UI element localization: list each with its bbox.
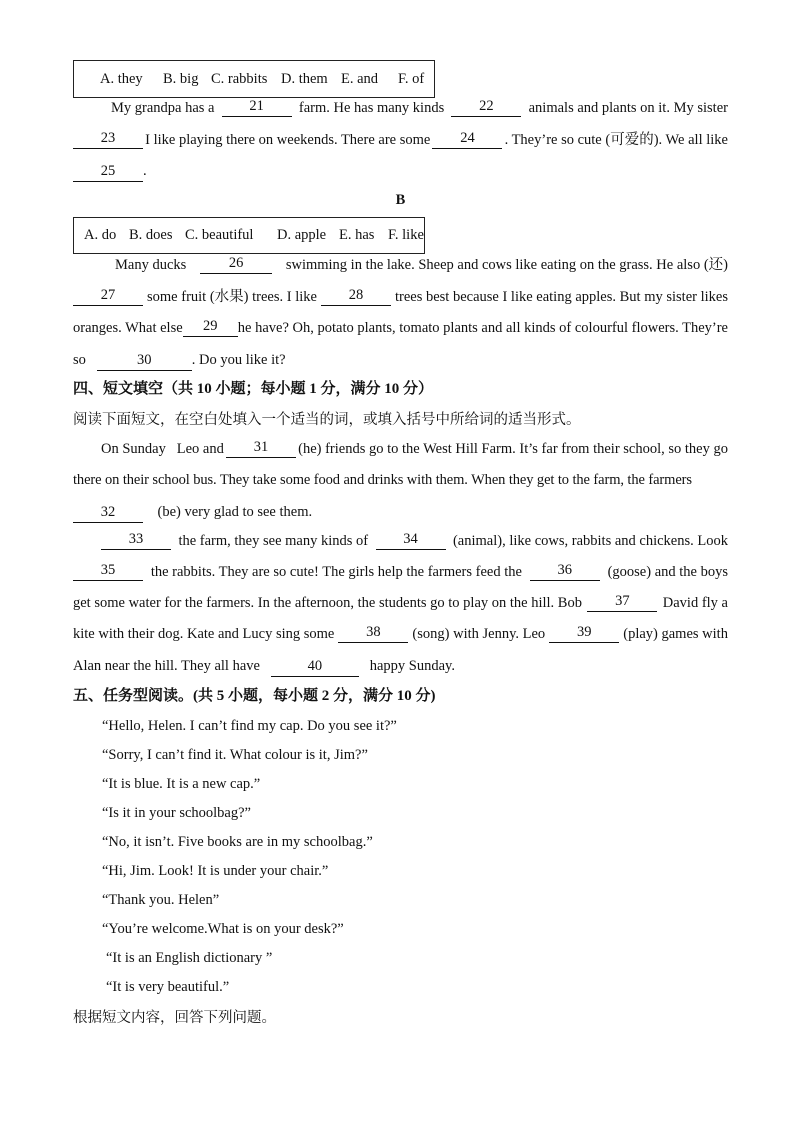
option: A. they [100, 70, 143, 87]
section-4-line-2: there on their school bus. They take some food and drinks with them. When they get to the farm, the farmers [73, 472, 692, 488]
dialogue-line: “It is very beautiful.” [106, 979, 230, 995]
section-4-line-6: get some water for the farmers. In the afternoon, the students go to play on the hill. Bob 37 David fly a [73, 593, 728, 611]
blank-39[interactable]: 39 [549, 624, 619, 643]
dialogue-line: “No, it isn’t. Five books are in my schoolbag.” [102, 834, 373, 850]
blank-21[interactable]: 21 [222, 98, 292, 117]
dialogue-line: “Thank you. Helen” [102, 892, 220, 908]
blank-38[interactable]: 38 [338, 624, 408, 643]
blank-24[interactable]: 24 [432, 130, 502, 149]
blank-26[interactable]: 26 [200, 255, 272, 274]
option: C. beautiful [185, 227, 254, 243]
section-4-heading: 四、短文填空（共 10 小题；每小题 1 分，满分 10 分） [73, 381, 434, 397]
section-4-line-8: Alan near the hill. They all have 40 happy Sunday. [73, 656, 728, 677]
blank-25[interactable]: 25 [73, 163, 143, 182]
section-4-line-1: On Sunday Leo and 31 (he) friends go to the West Hill Farm. It’s far from their school, so they go [101, 439, 728, 457]
option: F. like [388, 227, 424, 243]
section-4-line-5: 35 the rabbits. They are so cute! The girls help the farmers feed the 36 (goose) and the boys [73, 562, 728, 582]
blank-28[interactable]: 28 [321, 287, 391, 306]
blank-29[interactable]: 29 [183, 318, 238, 337]
passage-a-line-2: 23 I like playing there on weekends. There are some 24 . They’re so cute (可爱的). We all like [73, 130, 728, 150]
option: B. big [163, 70, 199, 87]
dialogue-line: “It is an English dictionary ” [106, 950, 273, 966]
section-4-line-3: 32 (be) very glad to see them. [73, 502, 728, 523]
blank-37[interactable]: 37 [587, 593, 657, 612]
dialogue-line: “It is blue. It is a new cap.” [102, 776, 261, 792]
blank-34[interactable]: 34 [376, 531, 446, 550]
blank-33[interactable]: 33 [101, 531, 171, 550]
section-5-footer: 根据短文内容，回答下列问题。 [73, 1010, 276, 1026]
blank-27[interactable]: 27 [73, 287, 143, 306]
section-4-line-7: kite with their dog. Kate and Lucy sing some 38 (song) with Jenny. Leo 39 (play) games with [73, 624, 728, 642]
section-b-label: B [395, 192, 406, 208]
option: E. has [339, 227, 375, 243]
blank-22[interactable]: 22 [451, 98, 521, 117]
option: A. do [84, 227, 117, 243]
blank-35[interactable]: 35 [73, 562, 143, 581]
passage-b-line-1: Many ducks 26 swimming in the lake. Sheep and cows like eating on the grass. He also (还) [115, 255, 728, 273]
passage-b-line-2: 27 some fruit (水果) trees. I like 28 trees best because I like eating apples. But my sister likes [73, 287, 728, 307]
options-box-a [73, 60, 435, 98]
passage-a-line-3: 25 . [73, 161, 728, 182]
section-5-heading: 五、任务型阅读。(共 5 小题，每小题 2 分，满分 10 分) [73, 688, 436, 704]
dialogue-line: “Hi, Jim. Look! It is under your chair.” [102, 863, 329, 879]
passage-b-line-4: so 30 . Do you like it? [73, 350, 728, 371]
section-4-line-4: 33 the farm, they see many kinds of 34 (animal), like cows, rabbits and chickens. Look [73, 531, 728, 551]
dialogue-line: “Sorry, I can’t find it. What colour is it, Jim?” [102, 747, 368, 763]
option: C. rabbits [211, 70, 268, 87]
option: D. apple [277, 227, 327, 243]
option: F. of [398, 70, 425, 87]
blank-23[interactable]: 23 [73, 130, 143, 149]
passage-a-line-1: My grandpa has a 21 farm. He has many kinds 22 animals and plants on it. My sister [111, 98, 728, 116]
blank-30[interactable]: 30 [97, 352, 192, 371]
section-4-instruction: 阅读下面短文，在空白处填入一个适当的词，或填入括号中所给词的适当形式。 [73, 412, 581, 428]
dialogue-line: “Hello, Helen. I can’t find my cap. Do you see it?” [102, 718, 397, 734]
option: E. and [341, 70, 379, 87]
passage-b-line-3: oranges. What else 29 he have? Oh, potato plants, tomato plants and all kinds of colourful flowers. They’re [73, 318, 728, 336]
blank-32[interactable]: 32 [73, 504, 143, 523]
blank-31[interactable]: 31 [226, 439, 296, 458]
blank-36[interactable]: 36 [530, 562, 600, 581]
option: D. them [281, 70, 328, 87]
dialogue-line: “Is it in your schoolbag?” [102, 805, 251, 821]
option: B. does [129, 227, 173, 243]
options-box-b [73, 217, 425, 254]
blank-40[interactable]: 40 [271, 658, 359, 677]
dialogue-line: “You’re welcome.What is on your desk?” [102, 921, 344, 937]
